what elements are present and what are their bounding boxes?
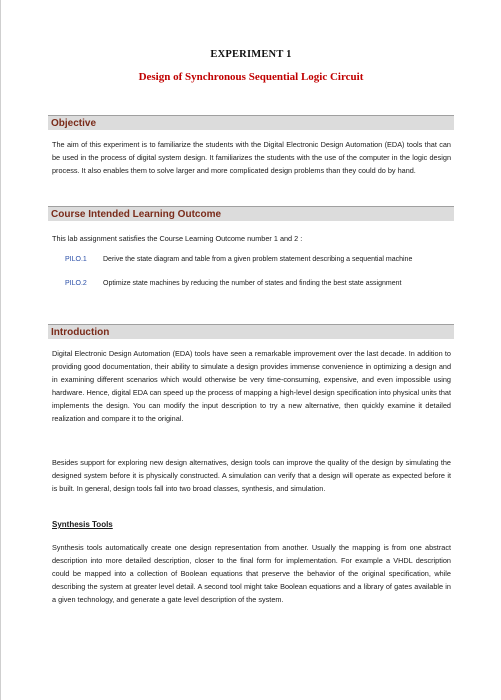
objective-paragraph: The aim of this experiment is to familiarize the students with the Digital Electronic Design Automation (EDA) tools that can be used in the process of digital system design. It familiarizes the students with the use of the computer in the logic design process. It also enables them to solve larger and more complicated design problems than they could do by hand. [52, 140, 451, 175]
pilo-item [65, 279, 451, 299]
pilo-item [65, 255, 451, 275]
pilo-description: Optimize state machines by reducing the number of states and finding the best state assignment [103, 280, 402, 287]
section-heading-clo: Course Intended Learning Outcome [48, 206, 454, 221]
experiment-title: EXPERIMENT 1 [210, 49, 292, 60]
introduction-paragraph-2: Besides support for exploring new design alternatives, design tools can improve the quality of the design by simulating the designed system before it is physically constructed. A simulation can verify that a design will operate as expected before it is built. In general, design tools fall into two broad classes, synthesis, and simulation. [52, 458, 451, 493]
clo-intro: This lab assignment satisfies the Course Learning Outcome number 1 and 2 : [52, 234, 303, 243]
section-heading-introduction: Introduction [48, 324, 454, 339]
section-heading-objective: Objective [48, 115, 454, 130]
pilo-description: Derive the state diagram and table from a given problem statement describing a sequential machine [103, 256, 413, 263]
pilo-code: PILO.1 [65, 256, 87, 263]
experiment-subtitle: Design of Synchronous Sequential Logic Circuit [138, 71, 364, 83]
introduction-paragraph-1: Digital Electronic Design Automation (EDA) tools have seen a remarkable improvement over the last decade. In addition to providing good documentation, their ability to simulate a design provides immense convenience in optimizing a design and in examining different scenarios which would otherwise be very time-consuming, expensive, and even impossible using hardware. Hence, digital EDA can speed up the process of mapping a high-level design specification into physical units that implements the design. You can modify the input description to try a new alternative, then quickly examine it detailed realization and compare it to the original. [52, 349, 451, 423]
pilo-code: PILO.2 [65, 280, 87, 287]
synthesis-paragraph: Synthesis tools automatically create one design representation from another. Usually the mapping is from one abstract description into more detailed description, closer to the final form for implementation. For example a VHDL description could be mapped into a collection of Boolean equations that preserve the behavior of the original specification, while describing the system at greater level detail. A second tool might take Boolean equations and a library of gates available in a given technology, and generate a gate level description of the system. [52, 543, 451, 604]
subheading-synthesis-tools: Synthesis Tools [52, 520, 113, 529]
